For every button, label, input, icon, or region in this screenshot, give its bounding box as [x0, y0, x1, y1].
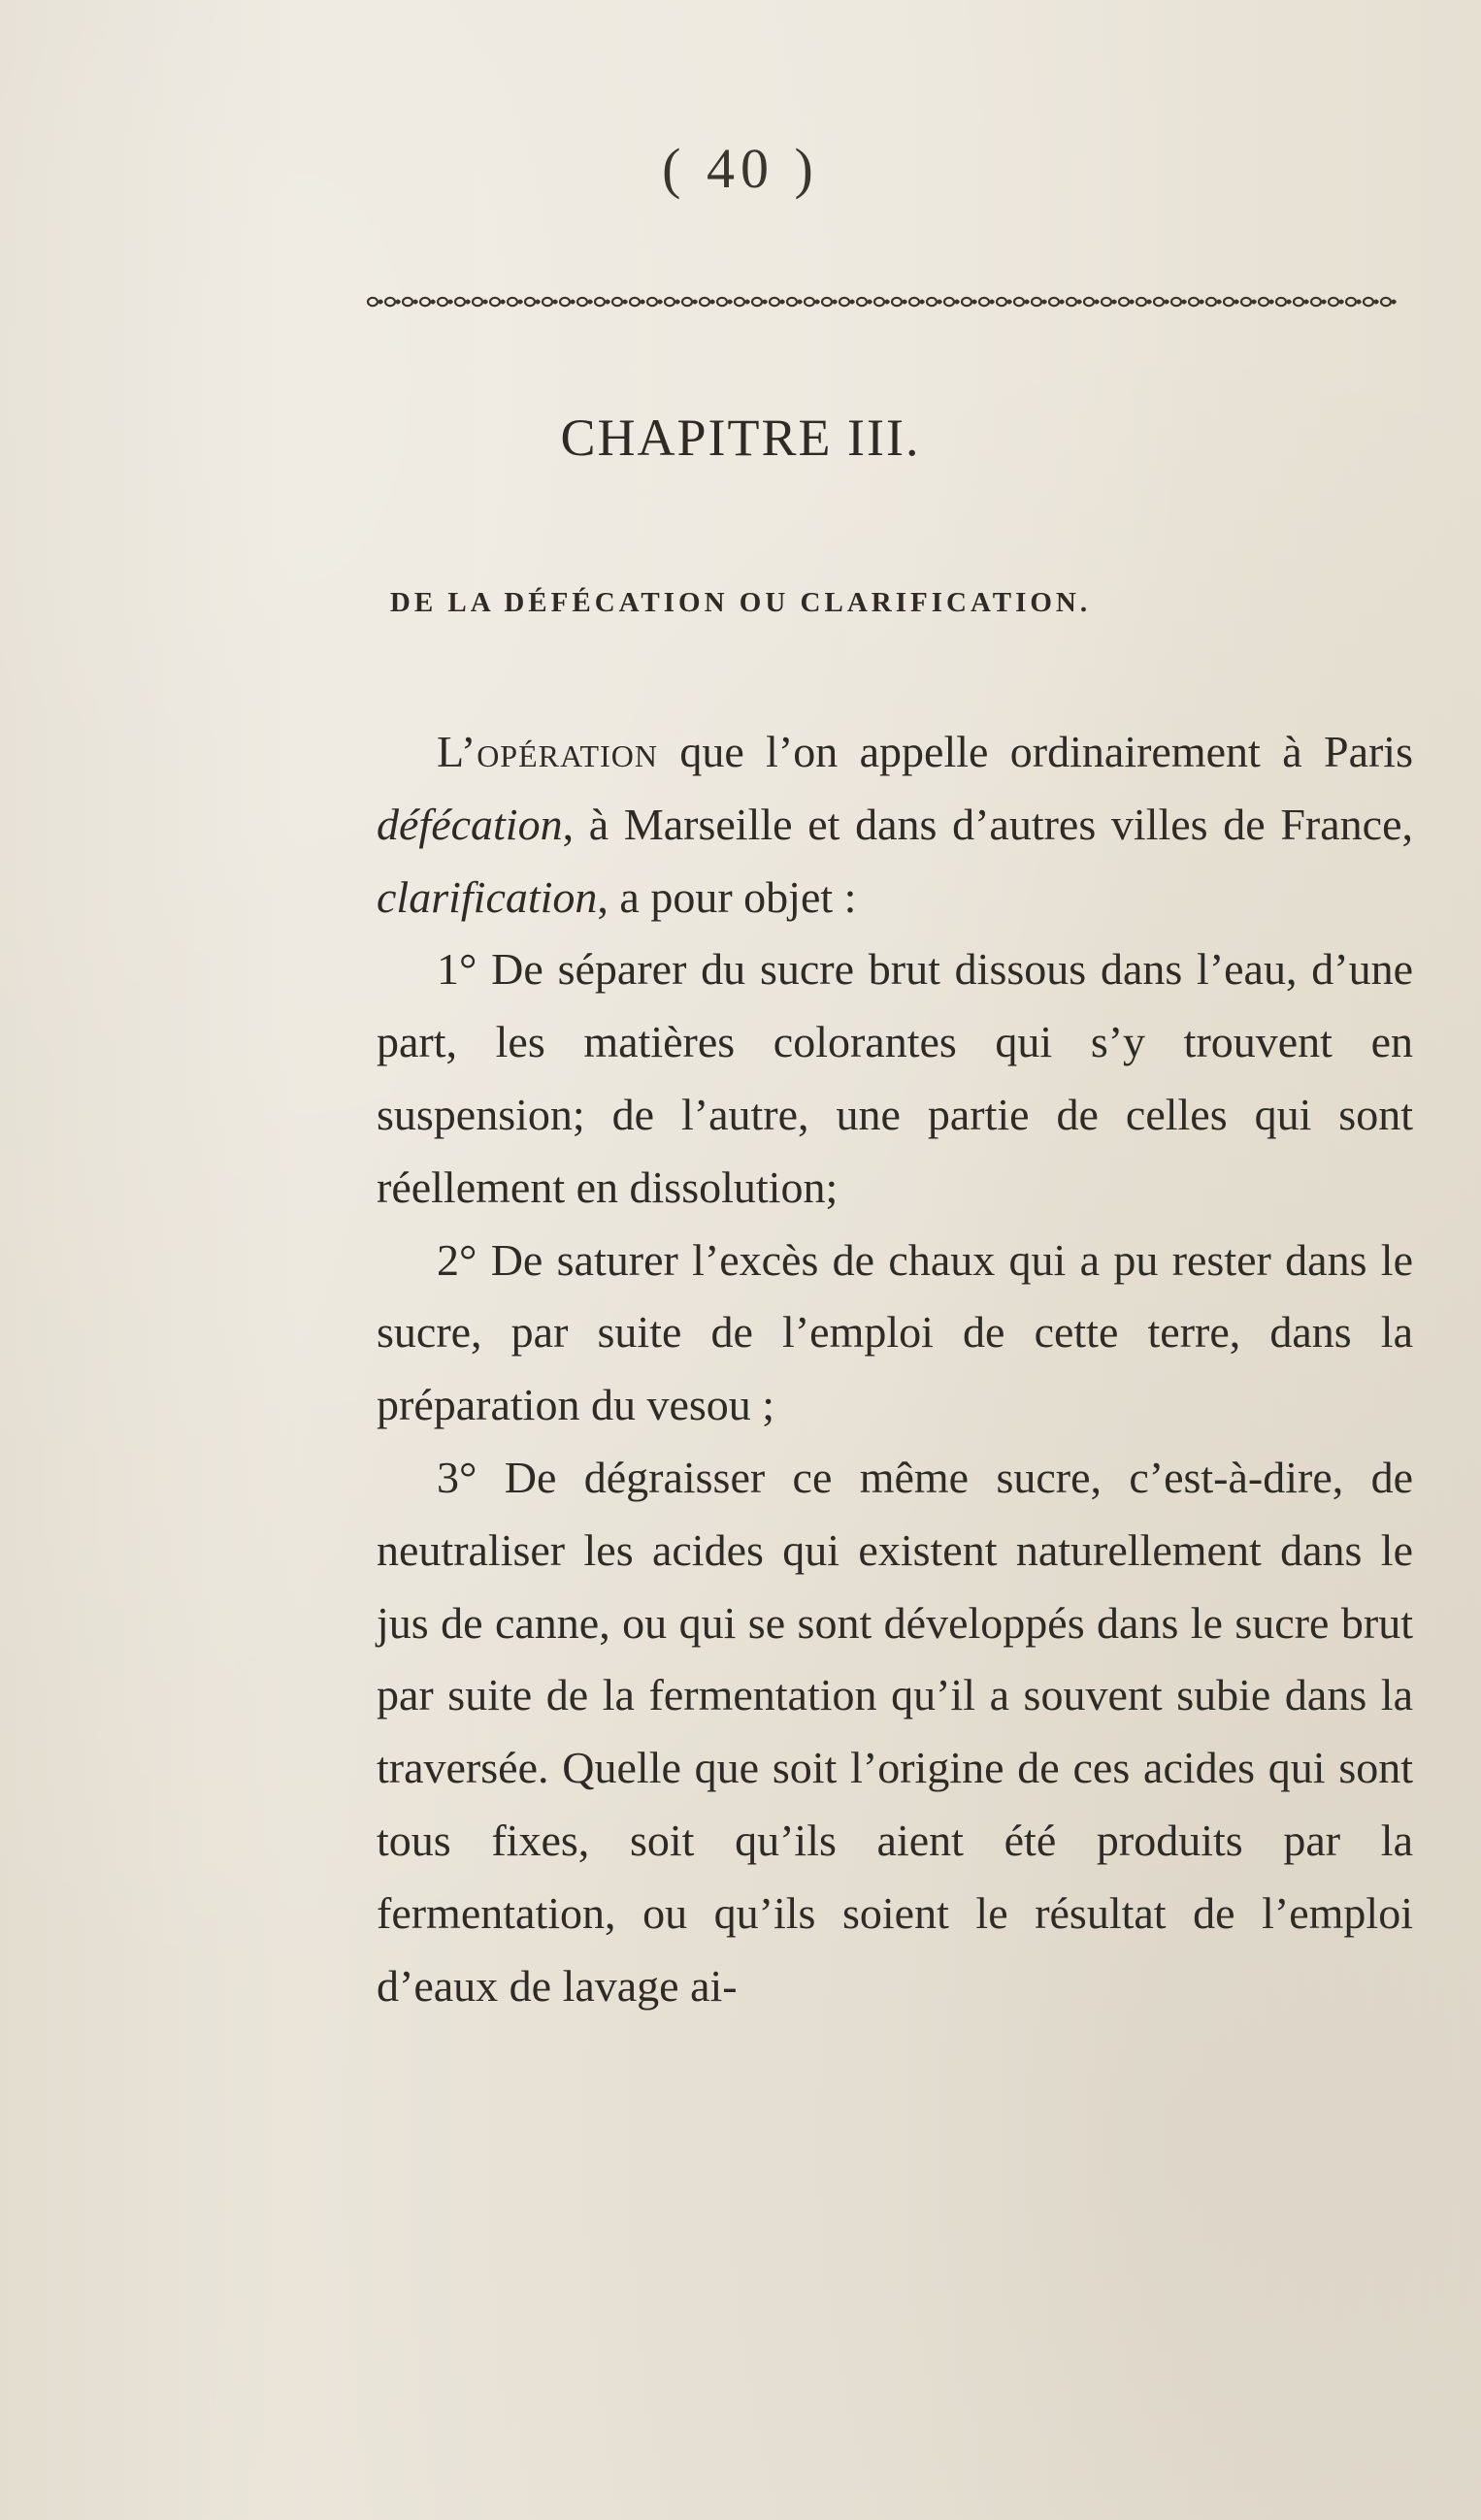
- text-segment: , a pour objet :: [597, 871, 857, 922]
- text-segment: que l’on appelle ordinairement à Paris: [657, 727, 1413, 776]
- paragraph-item-3: 3° De dégraisser ce même sucre, c’est-à-dire, de neutraliser les acides qui existent naturellement dans le jus de canne, ou qui se sont développés dans le sucre brut par suite de la fermentation qu’il a souvent subie dans la traversée. Quelle que soit l’origine de ces acides qui sont tous fixes, soit qu’ils aient été produits par la fermentation, ou qu’ils soient le résultat de l’emploi d’eaux de lavage ai-: [377, 1452, 1413, 2011]
- lead-word: L’opération: [437, 727, 658, 776]
- section-title: DE LA DÉFÉCATION OU CLARIFICATION.: [389, 587, 1092, 618]
- ornamental-rule: [367, 291, 1398, 312]
- page-number: ( 40 ): [662, 137, 819, 200]
- text-segment: , à Marseille et dans d’autres villes de France,: [562, 799, 1413, 849]
- paragraph-intro: [377, 716, 1413, 933]
- chapter-title: CHAPITRE III.: [560, 409, 921, 467]
- body-text: [377, 716, 1413, 2022]
- italic-term: défécation: [377, 799, 563, 849]
- paragraph-item-1: 1° De séparer du sucre brut dissous dans l’eau, d’une part, les matières colorantes qui s’y trouvent en suspension; de l’autre, une partie de celles qui sont réellement en dissolution;: [377, 944, 1413, 1212]
- italic-term: clarification: [377, 871, 598, 922]
- paragraph-item-2: 2° De saturer l’excès de chaux qui a pu rester dans le sucre, par suite de l’emploi de cette terre, dans la préparation du vesou ;: [377, 1234, 1413, 1430]
